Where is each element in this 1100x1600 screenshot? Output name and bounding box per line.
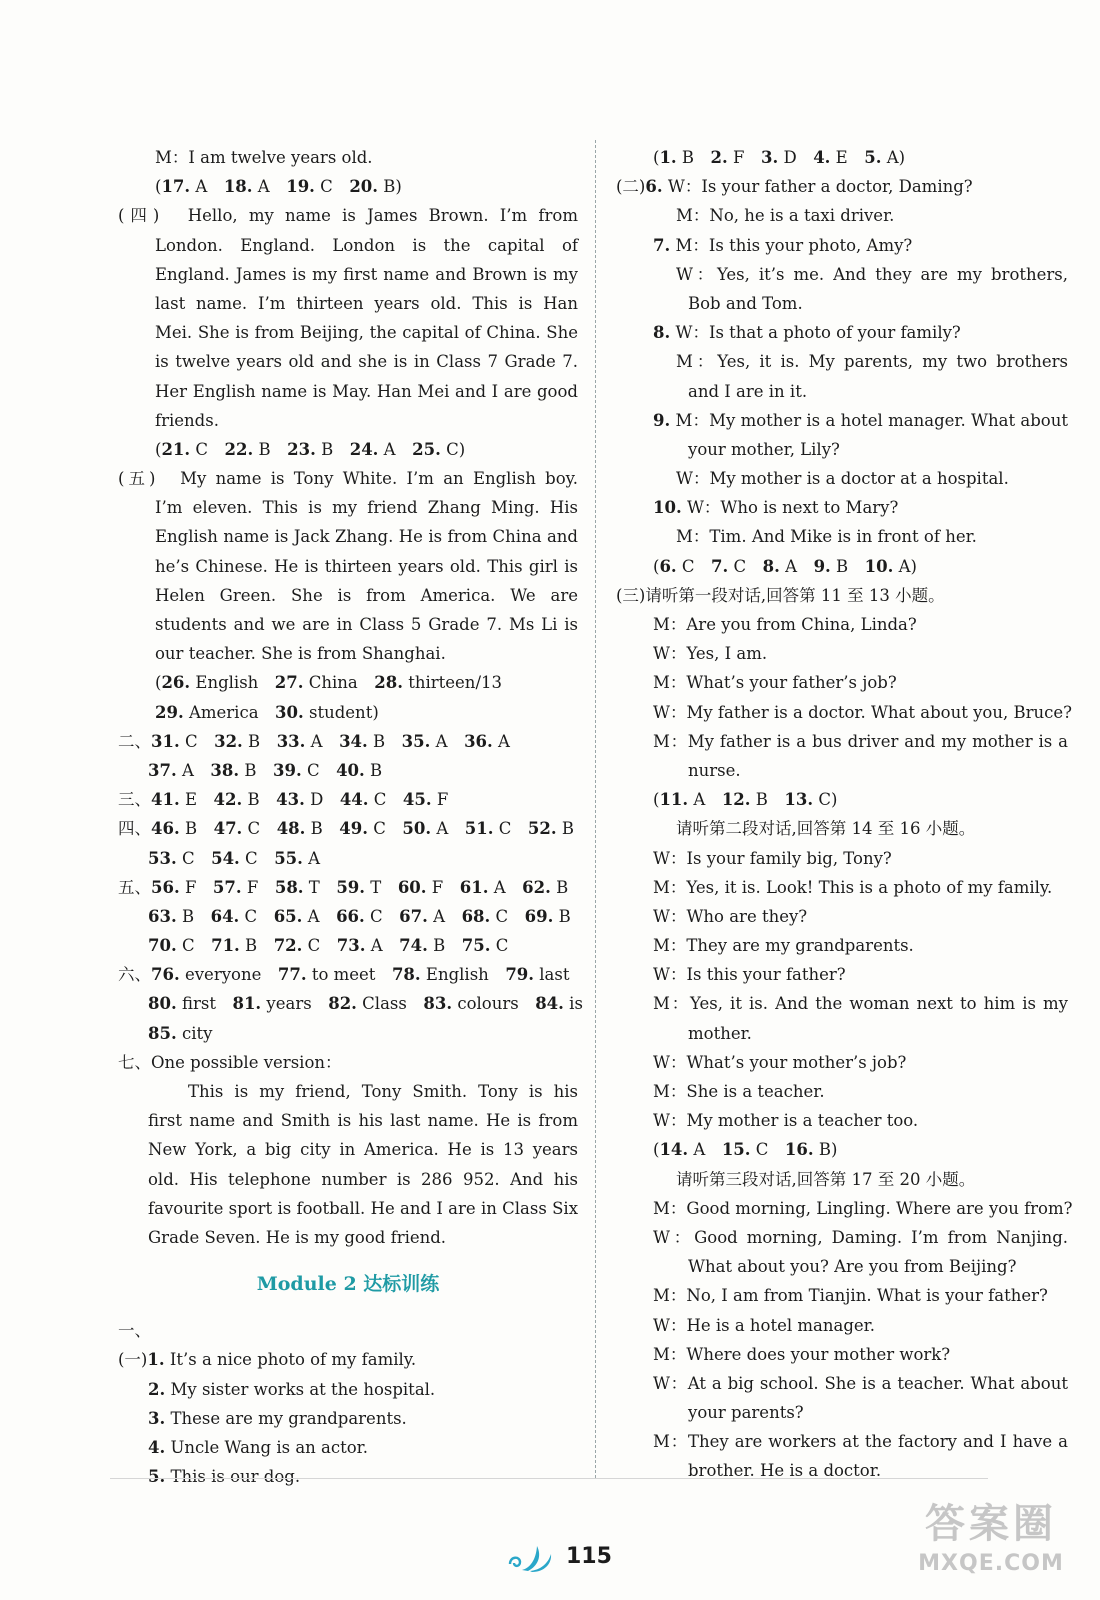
question-number: 18. bbox=[223, 177, 253, 197]
text-line: your parents? bbox=[688, 1403, 804, 1423]
text-line: M：My father is a bus driver and my mother is a bbox=[653, 731, 1068, 751]
question-number: 50. bbox=[402, 819, 432, 839]
answer-line: (6. C 7. C 8. A 9. B 10. A) bbox=[653, 556, 917, 576]
answer-line: 三、41. E 42. B 43. D 44. C 45. F bbox=[118, 790, 449, 810]
page-number: 115 bbox=[566, 1544, 612, 1569]
question-number: 12. bbox=[721, 790, 751, 810]
question-number: 3. bbox=[148, 1408, 166, 1428]
question-number: 28. bbox=[374, 673, 403, 693]
site-watermark bbox=[900, 1498, 1082, 1590]
watermark-url: MXQE.COM bbox=[918, 1551, 1064, 1576]
text-line: M：She is a teacher. bbox=[653, 1082, 825, 1101]
answer-line: 7. M：Is this your photo, Amy? bbox=[653, 235, 913, 255]
text-line: Her English name is May. Han Mei and I are good bbox=[155, 381, 578, 401]
question-number: 13. bbox=[784, 790, 814, 810]
question-number: 54. bbox=[211, 848, 240, 868]
answer-line: 29. America 30. student) bbox=[155, 702, 379, 722]
question-number: 23. bbox=[287, 439, 316, 459]
text-line: What about you? Are you from Beijing? bbox=[688, 1257, 1017, 1277]
answer-line: (一)1. It’s a nice photo of my family. bbox=[118, 1350, 417, 1370]
text-line: W：Yes, it’s me. And they are my brothers, bbox=[676, 264, 1068, 284]
text-line: M：No, I am from Tianjin. What is your father? bbox=[653, 1286, 1048, 1306]
question-number: 52. bbox=[527, 819, 557, 839]
question-number: 1. bbox=[147, 1350, 165, 1370]
answer-line: 四、46. B 47. C 48. B 49. C 50. A 51. C 52. B bbox=[118, 819, 574, 839]
answer-line: (11. A 12. B 13. C) bbox=[653, 790, 838, 810]
answer-line: 5. This is our dog. bbox=[148, 1467, 301, 1487]
question-number: 3. bbox=[760, 148, 779, 167]
question-number: 76. bbox=[151, 965, 180, 985]
question-number: 71. bbox=[211, 936, 240, 956]
text-line: students and we are in Class 5 Grade 7. Ms Li is bbox=[155, 615, 578, 634]
question-number: 26. bbox=[161, 673, 191, 693]
question-number: 10. bbox=[864, 556, 894, 576]
text-line: M：Good morning, Lingling. Where are you from? bbox=[653, 1198, 1073, 1218]
text-line: is twelve years old and she is in Class 7 Grade 7. bbox=[155, 352, 578, 372]
question-number: 7. bbox=[653, 235, 671, 255]
answer-line: (17. A 18. A 19. C 20. B) bbox=[155, 177, 402, 197]
text-line: W：Yes, I am. bbox=[653, 644, 768, 664]
question-number: 29. bbox=[155, 702, 184, 722]
question-number: 34. bbox=[339, 731, 368, 751]
text-line: M：No, he is a taxi driver. bbox=[676, 206, 895, 226]
footer-rule bbox=[110, 1478, 988, 1479]
text-line: W：Who are they? bbox=[653, 906, 808, 926]
text-line: last name. I’m thirteen years old. This is Han bbox=[155, 293, 578, 313]
question-number: 70. bbox=[148, 936, 177, 956]
question-number: 24. bbox=[349, 439, 379, 459]
question-number: 79. bbox=[505, 965, 535, 985]
section-heading: Module 2 达标训练 bbox=[256, 1273, 440, 1296]
question-number: 69. bbox=[524, 906, 554, 926]
answer-line: 70. C 71. B 72. C 73. A 74. B 75. C bbox=[148, 936, 509, 956]
question-number: 49. bbox=[339, 819, 368, 839]
question-number: 11. bbox=[659, 790, 689, 810]
answer-line: 4. Uncle Wang is an actor. bbox=[148, 1437, 368, 1457]
question-number: 36. bbox=[464, 731, 493, 751]
text-line: and I are in it. bbox=[688, 381, 808, 401]
question-number: 6. bbox=[645, 177, 663, 197]
answer-line: (二)6. W：Is your father a doctor, Daming? bbox=[616, 177, 973, 197]
question-number: 45. bbox=[402, 790, 432, 810]
text-line: 请听第三段对话,回答第 17 至 20 小题。 bbox=[676, 1169, 976, 1189]
text-line: W：My father is a doctor. What about you, Bruce? bbox=[653, 702, 1072, 722]
question-number: 20. bbox=[349, 177, 379, 197]
question-number: 33. bbox=[276, 731, 306, 751]
question-number: 55. bbox=[274, 848, 303, 868]
text-line: W：Good morning, Daming. I’m from Nanjing. bbox=[653, 1227, 1068, 1247]
column-divider bbox=[595, 140, 596, 1478]
text-line: your mother, Lily? bbox=[688, 439, 840, 459]
text-line: M：They are workers at the factory and I have a bbox=[653, 1432, 1068, 1452]
question-number: 35. bbox=[401, 731, 431, 751]
question-number: 47. bbox=[213, 819, 243, 839]
answer-line: 二、31. C 32. B 33. A 34. B 35. A 36. A bbox=[118, 731, 510, 751]
question-number: 48. bbox=[276, 819, 306, 839]
text-line: M：They are my grandparents. bbox=[653, 936, 914, 956]
text-line: W：At a big school. She is a teacher. What about bbox=[653, 1373, 1068, 1393]
question-number: 1. bbox=[659, 148, 677, 167]
text-line: M：Tim. And Mike is in front of her. bbox=[676, 527, 977, 547]
text-line: W：My mother is a doctor at a hospital. bbox=[676, 469, 1009, 489]
left-column bbox=[118, 143, 583, 1491]
answer-line: 63. B 64. C 65. A 66. C 67. A 68. C 69. B bbox=[148, 906, 571, 926]
text-line: (五) My name is Tony White. I’m an English boy. bbox=[118, 469, 578, 489]
question-number: 44. bbox=[339, 790, 369, 810]
text-line: M：Yes, it is. And the woman next to him is my bbox=[653, 994, 1068, 1014]
text-line: M：Where does your mother work? bbox=[653, 1344, 951, 1364]
watermark-logo-text: 答案圈 bbox=[925, 1501, 1057, 1547]
question-number: 14. bbox=[659, 1140, 689, 1160]
text-line: W：My mother is a teacher too. bbox=[653, 1111, 919, 1131]
question-number: 46. bbox=[151, 819, 180, 839]
answer-line: 85. city bbox=[148, 1023, 213, 1043]
question-number: 73. bbox=[336, 936, 366, 956]
text-line: 请听第二段对话,回答第 14 至 16 小题。 bbox=[676, 819, 976, 839]
question-number: 4. bbox=[813, 148, 831, 167]
text-line: London. England. London is the capital of bbox=[155, 235, 578, 255]
text-line: W：Is this your father? bbox=[653, 965, 846, 985]
text-line: Bob and Tom. bbox=[688, 293, 803, 313]
text-line: England. James is my first name and Brown is my bbox=[155, 264, 578, 284]
text-line: brother. He is a doctor. bbox=[688, 1461, 882, 1481]
text-line: favourite sport is football. He and I are in Class Six bbox=[148, 1198, 578, 1218]
question-number: 57. bbox=[212, 877, 242, 897]
question-number: 6. bbox=[659, 556, 677, 576]
question-number: 41. bbox=[151, 790, 180, 810]
question-number: 17. bbox=[161, 177, 191, 197]
question-number: 21. bbox=[161, 439, 191, 459]
question-number: 81. bbox=[232, 994, 262, 1014]
question-number: 15. bbox=[721, 1140, 751, 1160]
question-number: 72. bbox=[273, 936, 303, 956]
question-number: 58. bbox=[274, 877, 304, 897]
answer-line: 五、56. F 57. F 58. T 59. T 60. F 61. A 62. B bbox=[118, 877, 569, 897]
question-number: 16. bbox=[784, 1140, 814, 1160]
answer-line: 53. C 54. C 55. A bbox=[148, 848, 321, 868]
text-line: This is my friend, Tony Smith. Tony is his bbox=[188, 1082, 578, 1101]
text-line: New York, a big city in America. He is 13 years bbox=[148, 1140, 578, 1160]
text-line: first name and Smith is his last name. He is from bbox=[148, 1111, 578, 1131]
question-number: 8. bbox=[762, 556, 780, 576]
answer-line: 3. These are my grandparents. bbox=[148, 1408, 407, 1428]
question-number: 32. bbox=[214, 731, 243, 751]
question-number: 30. bbox=[275, 702, 304, 722]
answer-line: 80. first 81. years 82. Class 83. colours 84. is bbox=[148, 994, 583, 1014]
text-line: M：Yes, it is. My parents, my two brothers bbox=[676, 352, 1068, 372]
answer-line: 六、76. everyone 77. to meet 78. English 79. last bbox=[118, 965, 570, 985]
text-line: W：Is your family big, Tony? bbox=[653, 848, 892, 868]
question-number: 84. bbox=[535, 994, 564, 1014]
question-number: 10. bbox=[653, 498, 682, 518]
question-number: 4. bbox=[148, 1437, 166, 1457]
question-number: 31. bbox=[151, 731, 180, 751]
text-line: 七、One possible version： bbox=[118, 1052, 342, 1072]
right-column bbox=[616, 143, 1073, 1486]
question-number: 66. bbox=[336, 906, 365, 926]
question-number: 65. bbox=[273, 906, 303, 926]
question-number: 22. bbox=[224, 439, 254, 459]
question-number: 38. bbox=[210, 760, 240, 780]
question-number: 80. bbox=[148, 994, 177, 1014]
question-number: 27. bbox=[274, 673, 304, 693]
question-number: 5. bbox=[864, 148, 882, 167]
question-number: 75. bbox=[461, 936, 491, 956]
question-number: 8. bbox=[653, 323, 671, 343]
question-number: 63. bbox=[148, 906, 177, 926]
text-line: I’m eleven. This is my friend Zhang Ming. His bbox=[155, 498, 578, 518]
question-number: 78. bbox=[391, 965, 421, 985]
question-number: 85. bbox=[148, 1023, 177, 1043]
question-number: 42. bbox=[213, 790, 243, 810]
text-line: Helen Green. She is from America. We are bbox=[155, 585, 578, 605]
question-number: 64. bbox=[210, 906, 240, 926]
text-line: M：What’s your father’s job? bbox=[653, 673, 897, 693]
question-number: 83. bbox=[423, 994, 453, 1014]
answer-line: (26. English 27. China 28. thirteen/13 bbox=[155, 673, 502, 693]
answer-line: 37. A 38. B 39. C 40. B bbox=[148, 760, 383, 780]
answer-line: 2. My sister works at the hospital. bbox=[148, 1379, 436, 1399]
question-number: 40. bbox=[336, 760, 365, 780]
question-number: 53. bbox=[148, 848, 177, 868]
question-number: 59. bbox=[336, 877, 366, 897]
text-line: (三)请听第一段对话,回答第 11 至 13 小题。 bbox=[616, 585, 945, 605]
question-number: 2. bbox=[148, 1379, 166, 1399]
question-number: 2. bbox=[710, 148, 728, 167]
question-number: 39. bbox=[272, 760, 302, 780]
question-number: 56. bbox=[151, 877, 180, 897]
text-line: he’s Chinese. He is thirteen years old. This girl is bbox=[155, 556, 578, 576]
question-number: 51. bbox=[464, 819, 494, 839]
text-line: (四) Hello, my name is James Brown. I’m from bbox=[118, 206, 578, 226]
text-line: M：I am twelve years old. bbox=[155, 148, 373, 167]
text-line: M：Yes, it is. Look! This is a photo of my family. bbox=[653, 877, 1053, 897]
question-number: 25. bbox=[412, 439, 441, 459]
question-number: 67. bbox=[399, 906, 428, 926]
question-number: 82. bbox=[328, 994, 357, 1014]
question-number: 43. bbox=[276, 790, 305, 810]
text-line: 一、 bbox=[118, 1321, 151, 1341]
question-number: 77. bbox=[277, 965, 307, 985]
question-number: 9. bbox=[813, 556, 831, 576]
text-line: nurse. bbox=[688, 760, 741, 780]
question-number: 19. bbox=[286, 177, 315, 197]
text-line: M：Are you from China, Linda? bbox=[653, 615, 917, 634]
text-line: mother. bbox=[688, 1023, 752, 1043]
question-number: 7. bbox=[711, 556, 729, 576]
answer-line: (1. B 2. F 3. D 4. E 5. A) bbox=[653, 148, 906, 167]
question-number: 9. bbox=[653, 410, 671, 430]
text-line: W：What’s your mother’s job? bbox=[653, 1052, 907, 1072]
answer-line: 8. W：Is that a photo of your family? bbox=[653, 323, 961, 343]
answer-line: 10. W：Who is next to Mary? bbox=[653, 498, 899, 518]
question-number: 68. bbox=[461, 906, 491, 926]
question-number: 61. bbox=[459, 877, 489, 897]
text-line: old. His telephone number is 286 952. And his bbox=[148, 1169, 578, 1189]
text-line: friends. bbox=[155, 410, 219, 430]
text-line: Mei. She is from Beijing, the capital of China. She bbox=[155, 323, 578, 343]
text-line: our teacher. She is from Shanghai. bbox=[155, 644, 446, 664]
question-number: 5. bbox=[148, 1467, 166, 1487]
question-number: 60. bbox=[397, 877, 427, 897]
text-line: English name is Jack Zhang. He is from China and bbox=[155, 527, 578, 547]
question-number: 62. bbox=[522, 877, 551, 897]
question-number: 74. bbox=[399, 936, 428, 956]
text-line: Grade Seven. He is my good friend. bbox=[148, 1227, 447, 1247]
answer-line: 9. M：My mother is a hotel manager. What about bbox=[653, 410, 1068, 430]
leaf-ornament-icon bbox=[506, 1540, 556, 1580]
question-number: 37. bbox=[148, 760, 177, 780]
answer-line: (14. A 15. C 16. B) bbox=[653, 1140, 838, 1160]
text-line: W：He is a hotel manager. bbox=[653, 1315, 876, 1335]
answer-line: (21. C 22. B 23. B 24. A 25. C) bbox=[155, 439, 466, 459]
